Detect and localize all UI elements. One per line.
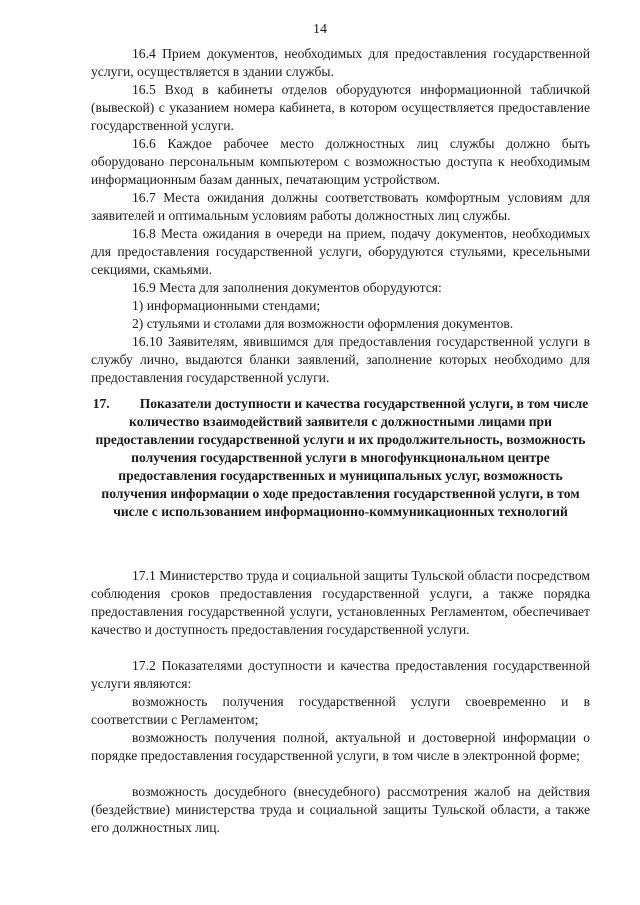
indicator-item-1: возможность получения государственной услуги своевременно и в соответствии с Регламентом;: [91, 694, 590, 727]
page-number: 14: [313, 22, 327, 37]
paragraph-17-2: 17.2 Показателями доступности и качества предоставления государственной услуги являются:: [91, 658, 590, 691]
indicator-item-2: возможность получения полной, актуальной и достоверной информации о порядке предоставления государственной услуги, в том числе в электронной форме;: [91, 730, 590, 763]
paragraph-16-7: 16.7 Места ожидания должны соответствовать комфортным условиям для заявителей и оптимальным условиям работы должностных лиц службы.: [91, 190, 590, 223]
section-number: 17.: [92, 396, 110, 411]
indicator-item-3: возможность досудебного (внесудебного) рассмотрения жалоб на действия (бездействие) министерства труда и социальной защиты Тульской области, а также его должностных лиц.: [91, 784, 590, 835]
paragraph-16-8: 16.8 Места ожидания в очереди на прием, подачу документов, необходимых для предоставления государственной услуги, оборудуются стульями, кресельными секциями, скамьями.: [91, 226, 590, 277]
section-title: Показатели доступности и качества государственной услуги, в том числе количество взаимодействий заявителя с должностными лицами при предоставлении государственной услуги и их продолжительность, возможность получения государственной услуги в многофункциональном центре предоставления государственных и муниципальных услуг, возможность получения информации о ходе предоставления государственной услуги, в том числе с использованием информационно-коммуникационных технологий: [95, 396, 589, 519]
paragraph-16-4: 16.4 Прием документов, необходимых для предоставления государственной услуги, осуществляется в здании службы.: [91, 46, 590, 79]
paragraph-16-9: 16.9 Места для заполнения документов оборудуются:: [132, 280, 442, 295]
list-item-1: 1) информационными стендами;: [132, 298, 321, 313]
paragraph-16-6: 16.6 Каждое рабочее место должностных лиц службы должно быть оборудовано персональным компьютером с возможностью доступа к необходимым информационным базам данных, печатающим устройством.: [91, 136, 590, 187]
paragraph-17-1: 17.1 Министерство труда и социальной защиты Тульской области посредством соблюдения сроков предоставления государственной услуги, а также порядка предоставления государственной услуги, установленных Регламентом, обеспечивает качество и доступность предоставления государственной услуги.: [91, 568, 590, 637]
section-heading: [91, 395, 590, 521]
paragraph-16-5: 16.5 Вход в кабинеты отделов оборудуются информационной табличкой (вывеской) с указанием номера кабинета, в котором осуществляется предоставление государственной услуги.: [91, 82, 590, 133]
paragraph-16-10: 16.10 Заявителям, явившимся для предоставления государственной услуги в службу лично, выдаются бланки заявлений, заполнение которых необходимо для предоставления государственной услуги.: [91, 334, 590, 385]
list-item-2: 2) стульями и столами для возможности оформления документов.: [132, 316, 514, 331]
